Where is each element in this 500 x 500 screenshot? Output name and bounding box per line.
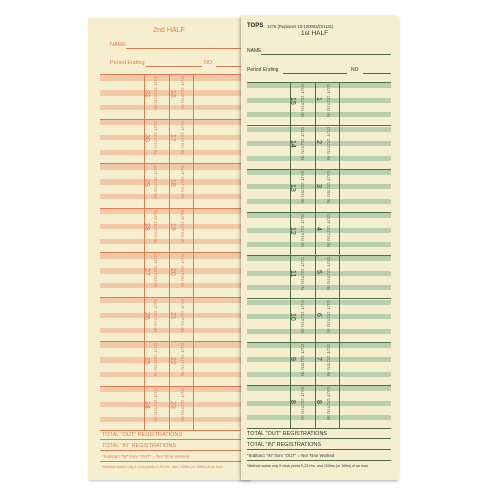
- registration-row: [247, 329, 391, 334]
- in-label: IN IN: [299, 105, 305, 118]
- net-time-line: [247, 460, 391, 461]
- out-label: OUT OUT: [153, 76, 159, 98]
- period-ending-line: [283, 73, 347, 74]
- column-divider: [193, 74, 194, 430]
- out-label: OUT OUT: [153, 165, 159, 187]
- in-label: IN IN: [153, 276, 159, 288]
- column-divider: [290, 82, 291, 428]
- out-label: OUT OUT: [179, 298, 185, 321]
- registration-row: [100, 150, 246, 155]
- out-label: OUT OUT: [299, 127, 305, 149]
- day-number: 19: [168, 223, 176, 231]
- in-label: IN IN: [179, 98, 185, 110]
- in-label: IN IN: [299, 235, 305, 247]
- day-number: 22: [168, 356, 176, 365]
- day-separator: [100, 297, 246, 298]
- day-number: 5: [314, 270, 322, 275]
- out-label: OUT OUT: [179, 120, 185, 143]
- registration-row: [247, 170, 391, 175]
- registration-row: [100, 253, 246, 258]
- day-separator: [100, 119, 246, 120]
- out-label: OUT OUT: [153, 387, 159, 410]
- day-number: 1: [314, 97, 322, 102]
- in-label: IN IN: [179, 365, 185, 377]
- registration-row: [100, 105, 246, 110]
- in-label: IN IN: [153, 365, 159, 377]
- total-out-label: TOTAL "OUT" REGISTRATIONS: [102, 432, 183, 438]
- column-divider: [315, 82, 316, 428]
- in-label: IN IN: [299, 408, 305, 420]
- registration-row: [100, 283, 246, 288]
- no-line: [363, 73, 391, 74]
- registration-row: [247, 386, 391, 391]
- in-label: IN IN: [299, 278, 305, 291]
- in-label: IN IN: [153, 320, 159, 333]
- period-ending-line: [146, 66, 202, 67]
- out-label: OUT OUT: [299, 386, 305, 409]
- registration-row: [247, 256, 391, 261]
- in-label: IN IN: [179, 409, 185, 422]
- out-label: OUT OUT: [179, 254, 185, 276]
- registration-row: [247, 285, 391, 290]
- day-number-alt: 30: [142, 134, 150, 142]
- in-label: IN IN: [325, 408, 331, 420]
- day-number-alt: 24: [142, 401, 150, 409]
- out-label: OUT OUT: [153, 120, 159, 143]
- registration-row: [100, 164, 246, 169]
- out-label: OUT OUT: [153, 209, 159, 232]
- out-label: OUT OUT: [299, 84, 305, 106]
- day-separator: [100, 163, 246, 164]
- day-number-alt: 14: [288, 140, 296, 149]
- registration-row: [247, 112, 391, 117]
- method-note: *Method works only if clock prints 0-23 Hrs. and 100ths (or 10ths) of an hour: [247, 464, 369, 468]
- registration-row: [247, 156, 391, 161]
- out-label: OUT OUT: [299, 300, 305, 322]
- card-title: 2nd HALF: [153, 27, 185, 34]
- registration-row: [247, 83, 391, 88]
- no-label: NO: [204, 60, 213, 66]
- out-label: OUT OUT: [179, 76, 185, 98]
- in-label: IN IN: [325, 235, 331, 247]
- in-label: IN IN: [299, 322, 305, 334]
- in-label: IN IN: [325, 322, 331, 334]
- in-label: IN IN: [179, 320, 185, 333]
- total-in-line: [247, 449, 391, 450]
- net-time-note: *Subtract "IN" from "OUT" = Net Time Worked: [102, 454, 190, 459]
- in-label: IN IN: [153, 142, 159, 155]
- day-number-alt: 15: [288, 97, 296, 105]
- registration-grid: [100, 74, 246, 430]
- in-label: IN IN: [299, 192, 305, 204]
- out-label: OUT OUT: [325, 84, 331, 106]
- in-label: IN IN: [325, 365, 331, 377]
- net-time-line: [100, 461, 246, 462]
- total-out-line: [247, 438, 391, 439]
- day-number: 3: [314, 183, 322, 188]
- out-label: OUT OUT: [153, 298, 159, 321]
- name-line: [126, 48, 244, 49]
- out-label: OUT OUT: [179, 387, 185, 410]
- time-card-1st-half: [241, 16, 399, 480]
- out-label: OUT OUT: [179, 165, 185, 187]
- day-separator: [247, 342, 391, 343]
- day-number-alt: 31: [142, 89, 150, 98]
- registration-row: [247, 199, 391, 204]
- in-label: IN IN: [153, 231, 159, 244]
- registration-row: [247, 242, 391, 247]
- registration-row: [100, 328, 246, 333]
- day-separator: [247, 298, 391, 299]
- name-label: NAME: [247, 48, 262, 54]
- out-label: OUT OUT: [325, 300, 331, 322]
- net-time-note: *Subtract "IN" from "OUT" = Net Time Worked: [247, 453, 335, 458]
- registration-row: [100, 75, 246, 80]
- day-separator: [247, 169, 391, 170]
- out-label: OUT OUT: [299, 170, 305, 193]
- in-label: IN IN: [179, 231, 185, 244]
- in-label: IN IN: [325, 192, 331, 204]
- model-number: 1276 (Replaces 10-100092/OH131): [267, 23, 334, 29]
- day-number-alt: 29: [142, 178, 150, 187]
- day-number: 18: [168, 178, 176, 187]
- registration-row: [100, 239, 246, 244]
- registration-row: [100, 387, 246, 392]
- day-separator: [100, 208, 246, 209]
- day-number-alt: 25: [142, 356, 150, 365]
- day-number-alt: 13: [288, 183, 296, 192]
- method-note: *Method works only if clock prints 0-23 Hrs. and 100ths (or 10ths) of an hour: [102, 465, 224, 469]
- total-in-label: TOTAL "IN" REGISTRATIONS: [102, 443, 176, 449]
- out-label: OUT OUT: [153, 254, 159, 276]
- registration-row: [100, 120, 246, 125]
- day-number-alt: 8: [288, 399, 296, 404]
- day-number: 20: [168, 267, 176, 276]
- column-divider: [169, 74, 170, 430]
- registration-row: [247, 127, 391, 132]
- day-number: 17: [168, 134, 176, 142]
- in-label: IN IN: [179, 142, 185, 155]
- day-separator: [247, 385, 391, 386]
- registration-row: [100, 209, 246, 214]
- registration-grid: [247, 82, 391, 428]
- in-label: IN IN: [179, 187, 185, 199]
- out-label: OUT OUT: [153, 343, 159, 365]
- out-label: OUT OUT: [325, 386, 331, 409]
- day-number-alt: 28: [142, 223, 150, 231]
- total-out-label: TOTAL "OUT" REGISTRATIONS: [247, 431, 328, 437]
- day-number: 7: [314, 356, 322, 361]
- total-in-label: TOTAL "IN" REGISTRATIONS: [247, 442, 321, 448]
- in-label: IN IN: [153, 187, 159, 199]
- registration-row: [247, 300, 391, 305]
- out-label: OUT OUT: [325, 257, 331, 279]
- day-number: 2: [314, 140, 322, 145]
- brand-logo: TOPS: [247, 23, 264, 29]
- day-number-alt: 9: [288, 356, 296, 361]
- day-number: 4: [314, 226, 322, 231]
- registration-row: [247, 343, 391, 348]
- column-divider: [144, 74, 145, 430]
- out-label: OUT OUT: [325, 343, 331, 366]
- grid-bottom-border: [247, 428, 391, 429]
- time-card-2nd-half: [88, 18, 250, 480]
- period-ending-label: Period Ending: [110, 60, 145, 66]
- registration-row: [100, 298, 246, 303]
- no-label: NO: [351, 67, 359, 73]
- column-divider: [339, 82, 340, 428]
- period-ending-label: Period Ending: [247, 67, 279, 73]
- day-separator: [247, 125, 391, 126]
- out-label: OUT OUT: [325, 170, 331, 193]
- day-separator: [247, 82, 391, 83]
- in-label: IN IN: [179, 276, 185, 288]
- out-label: OUT OUT: [299, 213, 305, 236]
- in-label: IN IN: [325, 149, 331, 161]
- day-separator: [100, 386, 246, 387]
- total-in-line: [100, 450, 246, 451]
- day-separator: [100, 74, 246, 75]
- registration-row: [100, 372, 246, 377]
- registration-row: [100, 342, 246, 347]
- in-label: IN IN: [153, 409, 159, 422]
- in-label: IN IN: [299, 365, 305, 377]
- day-number: 6: [314, 313, 322, 318]
- day-number: 21: [168, 312, 176, 320]
- day-number-alt: 12: [288, 226, 296, 235]
- out-label: OUT OUT: [299, 257, 305, 279]
- total-out-line: [100, 439, 246, 440]
- no-line: [216, 66, 244, 67]
- out-label: OUT OUT: [299, 343, 305, 366]
- day-number-alt: 10: [288, 313, 296, 322]
- registration-row: [247, 213, 391, 218]
- in-label: IN IN: [325, 105, 331, 118]
- day-separator: [100, 341, 246, 342]
- in-label: IN IN: [299, 149, 305, 161]
- out-label: OUT OUT: [325, 213, 331, 236]
- out-label: OUT OUT: [179, 343, 185, 365]
- card-title: 1st HALF: [301, 30, 329, 37]
- out-label: OUT OUT: [179, 209, 185, 232]
- registration-row: [247, 415, 391, 420]
- registration-row: [247, 372, 391, 377]
- out-label: OUT OUT: [325, 127, 331, 149]
- day-number-alt: 26: [142, 312, 150, 320]
- name-label: NAME: [110, 42, 126, 48]
- day-separator: [247, 255, 391, 256]
- day-separator: [100, 252, 246, 253]
- registration-row: [100, 417, 246, 422]
- day-number: 23: [168, 401, 176, 409]
- in-label: IN IN: [325, 278, 331, 291]
- name-line: [261, 54, 391, 55]
- grid-bottom-border: [100, 430, 246, 431]
- in-label: IN IN: [153, 98, 159, 110]
- day-number-alt: 27: [142, 267, 150, 276]
- registration-row: [100, 194, 246, 199]
- day-number-alt: 11: [288, 270, 296, 278]
- day-number: 8: [314, 399, 322, 404]
- day-number: 16: [168, 89, 176, 98]
- day-separator: [247, 212, 391, 213]
